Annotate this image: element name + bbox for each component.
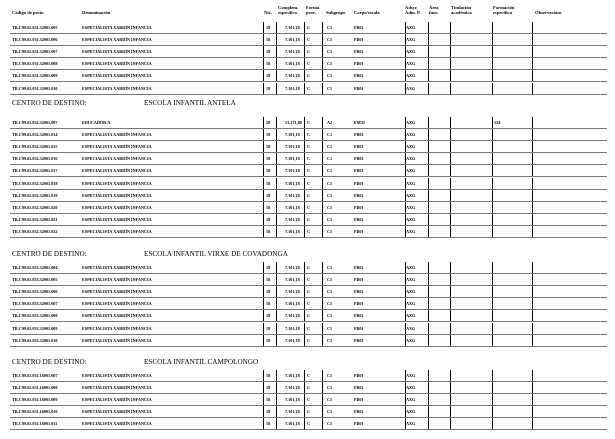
cell-denominacion: ESPECIALISTA XARDÍN INFANCIA (82, 373, 152, 378)
centro-destino-label: CENTRO DE DESTINO: (12, 99, 87, 107)
cell-forma: C (307, 25, 311, 30)
table-row (0, 46, 615, 58)
row-separator (10, 346, 607, 347)
header-titulacion: Titulación académica (451, 5, 472, 15)
cell-forma: C (307, 61, 311, 67)
cell-subgrupo: C1 (327, 168, 333, 174)
cell-nivel: 18 (266, 192, 271, 198)
cell-forma: C (307, 385, 311, 391)
cell-denominacion: ESPECIALISTA XARDÍN INFANCIA (82, 132, 152, 138)
cell-forma: C (307, 49, 311, 55)
table-row (0, 117, 615, 129)
table-row (0, 382, 615, 394)
cell-denominacion: ESPECIALISTA XARDÍN INFANCIA (82, 156, 152, 162)
cell-subgrupo: C1 (327, 49, 333, 55)
cell-adscr: AXG (406, 168, 416, 174)
cell-subgrupo: C1 (327, 180, 333, 186)
cell-codigo: TR.C99.65.031.16001.007 (12, 373, 58, 378)
cell-subgrupo: C1 (327, 192, 333, 198)
cell-denominacion: ESPECIALISTA XARDÍN INFANCIA (82, 216, 152, 222)
cell-adscr: AXG (406, 204, 416, 210)
cell-complemento: 7.101,18 (285, 37, 300, 43)
cell-subgrupo: C1 (327, 409, 333, 415)
cell-denominacion: ESPECIALISTA XARDÍN INFANCIA (82, 61, 152, 67)
cell-complemento: 13.171,88 (285, 120, 302, 125)
cell-nivel: 18 (266, 397, 271, 403)
table-row (0, 335, 615, 347)
table-row (0, 286, 615, 298)
cell-subgrupo: C1 (327, 61, 333, 67)
cell-adscr: AXG (406, 277, 416, 283)
cell-adscr: AXG (406, 144, 416, 150)
cell-denominacion: ESPECIALISTA XARDÍN INFANCIA (82, 144, 152, 150)
cell-forma: C (307, 421, 311, 427)
cell-subgrupo: C1 (327, 73, 333, 79)
cell-complemento: 7.101,18 (285, 73, 300, 79)
cell-codigo: TR.C99.65.031.16001.010 (12, 409, 58, 415)
cell-corpo: FB01 (354, 204, 364, 210)
cell-subgrupo: C1 (327, 373, 333, 378)
cell-corpo: FB01 (354, 180, 364, 186)
cell-forma: C (307, 37, 311, 43)
cell-adscr: AXG (406, 120, 416, 125)
table-row (0, 394, 615, 406)
cell-codigo: TR.C99.65.033.32001.010 (12, 337, 58, 343)
cell-corpo: FB01 (354, 265, 364, 270)
header-observaciones: Observacións (535, 10, 562, 15)
cell-denominacion: ESPECIALISTA XARDÍN INFANCIA (82, 180, 152, 186)
cell-subgrupo: C1 (327, 216, 333, 222)
cell-adscr: AXG (406, 325, 416, 331)
cell-nivel: 18 (266, 132, 271, 138)
cell-forma: C (307, 313, 311, 319)
cell-forma: C (307, 265, 311, 270)
table-row (0, 323, 615, 335)
cell-codigo: TR.C99.65.033.32001.009 (12, 325, 58, 331)
cell-forma: C (307, 337, 311, 343)
cell-nivel: 18 (266, 289, 271, 295)
cell-complemento: 7.101,18 (285, 385, 300, 391)
cell-nivel: 18 (266, 168, 271, 174)
cell-adscr: AXG (406, 73, 416, 79)
header-area: Área func. (429, 5, 439, 15)
cell-forma: C (307, 228, 311, 234)
cell-forma: C (307, 301, 311, 307)
cell-corpo: FB01 (354, 397, 364, 403)
cell-denominacion: ESPECIALISTA XARDÍN INFANCIA (82, 301, 152, 307)
cell-corpo: FB01 (354, 337, 364, 343)
cell-denominacion: ESPECIALISTA XARDÍN INFANCIA (82, 325, 152, 331)
cell-formacion: 554 (494, 120, 501, 125)
cell-nivel: 18 (266, 301, 271, 307)
table-row (0, 34, 615, 46)
cell-denominacion: ESPECIALISTA XARDÍN INFANCIA (82, 385, 152, 391)
cell-denominacion: ESPECIALISTA XARDÍN INFANCIA (82, 85, 152, 91)
cell-complemento: 7.101,18 (285, 313, 300, 319)
cell-denominacion: ESPECIALISTA XARDÍN INFANCIA (82, 49, 152, 55)
section-title (12, 250, 512, 259)
cell-codigo: TR.C99.65.033.32001.004 (12, 265, 58, 270)
cell-complemento: 7.101,18 (285, 144, 300, 150)
cell-denominacion: ESPECIALISTA XARDÍN INFANCIA (82, 73, 152, 79)
cell-adscr: AXG (406, 409, 416, 415)
cell-codigo: TR.C99.65.032.32001.019 (12, 192, 58, 198)
cell-forma: C (307, 397, 311, 403)
cell-nivel: 18 (266, 204, 271, 210)
cell-denominacion: ESPECIALISTA XARDÍN INFANCIA (82, 313, 152, 319)
cell-denominacion: ESPECIALISTA XARDÍN INFANCIA (82, 37, 152, 43)
cell-codigo: TR.C99.65.032.32001.021 (12, 216, 58, 222)
cell-subgrupo: C1 (327, 337, 333, 343)
cell-codigo: TR.C99.65.031.16001.011 (12, 421, 58, 427)
cell-forma: C (307, 409, 311, 415)
table-row (0, 141, 615, 153)
cell-adscr: AXG (406, 192, 416, 198)
cell-codigo: TR.C99.65.032.32001.016 (12, 156, 58, 162)
cell-subgrupo: C1 (327, 132, 333, 138)
cell-codigo: TR.C99.65.033.32001.008 (12, 313, 58, 319)
cell-subgrupo: C1 (327, 301, 333, 307)
cell-subgrupo: C1 (327, 277, 333, 283)
cell-denominacion: ESPECIALISTA XARDÍN INFANCIA (82, 277, 152, 283)
cell-complemento: 7.101,18 (285, 277, 300, 283)
cell-complemento: 7.101,18 (285, 325, 300, 331)
cell-denominacion: ESPECIALISTA XARDÍN INFANCIA (82, 168, 152, 174)
cell-codigo: TR.C99.65.032.32001.007 (12, 120, 58, 125)
section-title (12, 358, 512, 367)
cell-subgrupo: C1 (327, 397, 333, 403)
cell-subgrupo: C1 (327, 37, 333, 43)
cell-forma: C (307, 289, 311, 295)
cell-nivel: 18 (266, 49, 271, 55)
cell-subgrupo: C1 (327, 228, 333, 234)
header-complemento: Complem. específico (278, 5, 299, 15)
cell-complemento: 7.101,18 (285, 216, 300, 222)
cell-forma: C (307, 180, 311, 186)
table-row (0, 226, 615, 238)
cell-denominacion: ESPECIALISTA XARDÍN INFANCIA (82, 397, 152, 403)
header-formacion: Formación específica (493, 5, 515, 15)
cell-forma: C (307, 216, 311, 222)
centro-destino-name: ESCOLA INFANTIL CAMPOLONGO (144, 358, 259, 366)
cell-subgrupo: C1 (327, 25, 333, 30)
cell-nivel: 18 (266, 409, 271, 415)
cell-corpo: FB01 (354, 49, 364, 55)
cell-adscr: AXG (406, 421, 416, 427)
cell-denominacion: ESPECIALISTA XARDÍN INFANCIA (82, 421, 152, 427)
cell-adscr: AXG (406, 397, 416, 403)
cell-nivel: 18 (266, 216, 271, 222)
cell-adscr: AXG (406, 289, 416, 295)
cell-nivel: 18 (266, 373, 271, 378)
cell-codigo: TR.C99.65.033.32001.007 (12, 301, 58, 307)
cell-codigo: TR.C99.65.031.16001.009 (12, 397, 58, 403)
cell-codigo: TR.C99.65.031.32001.010 (12, 85, 58, 91)
cell-codigo: TR.C99.65.033.32001.006 (12, 289, 58, 295)
cell-corpo: FB01 (354, 289, 364, 295)
table-row (0, 83, 615, 95)
table-row (0, 406, 615, 418)
cell-nivel: 18 (266, 325, 271, 331)
cell-adscr: AXG (406, 337, 416, 343)
cell-complemento: 7.101,18 (285, 409, 300, 415)
row-separator (10, 237, 607, 238)
cell-complemento: 7.101,18 (285, 132, 300, 138)
cell-corpo: FB01 (354, 325, 364, 331)
cell-complemento: 7.101,18 (285, 301, 300, 307)
cell-forma: C (307, 132, 311, 138)
cell-corpo: FB01 (354, 85, 364, 91)
header-nivel: Nív. (264, 10, 272, 15)
cell-forma: C (307, 192, 311, 198)
cell-complemento: 7.101,18 (285, 180, 300, 186)
table-row (0, 178, 615, 190)
cell-subgrupo: C1 (327, 421, 333, 427)
cell-forma: C (307, 373, 311, 378)
centro-destino-name: ESCOLA INFANTIL ANTELA (144, 99, 236, 107)
cell-subgrupo: C1 (327, 85, 333, 91)
cell-forma: C (307, 156, 311, 162)
cell-nivel: 18 (266, 265, 271, 270)
cell-corpo: FB01 (354, 373, 364, 378)
centro-destino-name: ESCOLA INFANTIL VIRXE DE COVADONGA (144, 250, 288, 258)
cell-denominacion: EDUCADOR/A (82, 120, 111, 125)
cell-adscr: AXG (406, 61, 416, 67)
table-row (0, 190, 615, 202)
cell-corpo: FB01 (354, 409, 364, 415)
cell-codigo: TR.C99.65.031.16001.008 (12, 385, 58, 391)
cell-corpo: FB01 (354, 216, 364, 222)
cell-corpo: FB01 (354, 25, 364, 30)
cell-adscr: AXG (406, 313, 416, 319)
cell-adscr: AXG (406, 265, 416, 270)
table-row (0, 165, 615, 177)
cell-denominacion: ESPECIALISTA XARDÍN INFANCIA (82, 228, 152, 234)
cell-nivel: 18 (266, 228, 271, 234)
cell-forma: C (307, 168, 311, 174)
cell-complemento: 7.101,18 (285, 373, 300, 378)
header-codigo: Código de posto (12, 10, 44, 15)
cell-codigo: TR.C99.65.032.32001.018 (12, 180, 58, 186)
cell-complemento: 7.101,18 (285, 421, 300, 427)
cell-forma: C (307, 277, 311, 283)
row-separator (10, 429, 607, 430)
cell-adscr: AXG (406, 216, 416, 222)
cell-codigo: TR.C99.65.033.32001.005 (12, 277, 58, 283)
cell-forma: C (307, 73, 311, 79)
cell-adscr: AXG (406, 49, 416, 55)
cell-complemento: 7.101,18 (285, 85, 300, 91)
cell-adscr: AXG (406, 301, 416, 307)
cell-subgrupo: C1 (327, 144, 333, 150)
cell-nivel: 18 (266, 85, 271, 91)
cell-subgrupo: C1 (327, 325, 333, 331)
cell-complemento: 7.101,18 (285, 49, 300, 55)
cell-adscr: AXG (406, 132, 416, 138)
table-row (0, 310, 615, 322)
cell-codigo: TR.C99.65.031.32001.007 (12, 49, 58, 55)
cell-corpo: EM32 (354, 120, 365, 125)
cell-nivel: 18 (266, 277, 271, 283)
cell-corpo: FB01 (354, 156, 364, 162)
cell-adscr: AXG (406, 156, 416, 162)
cell-codigo: TR.C99.65.032.32001.022 (12, 228, 58, 234)
cell-codigo: TR.C99.65.032.32001.020 (12, 204, 58, 210)
cell-codigo: TR.C99.65.032.32001.014 (12, 132, 58, 138)
header-corpo: Corpo/escala (354, 10, 380, 15)
cell-codigo: TR.C99.65.031.32001.009 (12, 73, 58, 79)
cell-denominacion: ESPECIALISTA XARDÍN INFANCIA (82, 25, 152, 30)
table-row (0, 418, 615, 430)
cell-complemento: 7.101,18 (285, 25, 300, 30)
cell-forma: C (307, 85, 311, 91)
cell-nivel: 18 (266, 385, 271, 391)
cell-subgrupo: C1 (327, 204, 333, 210)
cell-complemento: 7.101,18 (285, 265, 300, 270)
cell-corpo: FB01 (354, 192, 364, 198)
cell-codigo: TR.C99.65.031.32001.005 (12, 25, 58, 30)
cell-complemento: 7.101,18 (285, 337, 300, 343)
centro-destino-label: CENTRO DE DESTINO: (12, 358, 87, 366)
cell-adscr: AXG (406, 228, 416, 234)
cell-codigo: TR.C99.65.032.32001.017 (12, 168, 58, 174)
cell-denominacion: ESPECIALISTA XARDÍN INFANCIA (82, 337, 152, 343)
cell-subgrupo: C1 (327, 289, 333, 295)
cell-adscr: AXG (406, 373, 416, 378)
centro-destino-label: CENTRO DE DESTINO: (12, 250, 87, 258)
cell-complemento: 7.101,18 (285, 289, 300, 295)
cell-denominacion: ESPECIALISTA XARDÍN INFANCIA (82, 289, 152, 295)
table-row (0, 129, 615, 141)
table-row (0, 58, 615, 70)
table-row (0, 262, 615, 274)
cell-adscr: AXG (406, 25, 416, 30)
cell-complemento: 7.101,18 (285, 61, 300, 67)
cell-corpo: FB01 (354, 37, 364, 43)
cell-subgrupo: C1 (327, 313, 333, 319)
header-denominacion: Denominación (82, 10, 111, 15)
table-row (0, 202, 615, 214)
cell-codigo: TR.C99.65.032.32001.015 (12, 144, 58, 150)
cell-adscr: AXG (406, 180, 416, 186)
cell-subgrupo: A2 (327, 120, 333, 125)
cell-adscr: AXG (406, 37, 416, 43)
cell-denominacion: ESPECIALISTA XARDÍN INFANCIA (82, 409, 152, 415)
cell-corpo: FB01 (354, 277, 364, 283)
cell-corpo: FB01 (354, 168, 364, 174)
header-adscr: Adscr. Adm. P. (405, 5, 421, 15)
cell-subgrupo: C1 (327, 265, 333, 270)
cell-complemento: 7.101,18 (285, 204, 300, 210)
cell-complemento: 7.101,18 (285, 228, 300, 234)
cell-codigo: TR.C99.65.031.32001.006 (12, 37, 58, 43)
cell-nivel: 18 (266, 61, 271, 67)
cell-corpo: FB01 (354, 132, 364, 138)
cell-adscr: AXG (406, 385, 416, 391)
cell-corpo: FB01 (354, 73, 364, 79)
cell-forma: C (307, 325, 311, 331)
table-row (0, 370, 615, 382)
cell-complemento: 7.101,18 (285, 192, 300, 198)
row-separator (10, 94, 607, 95)
cell-corpo: FB01 (354, 421, 364, 427)
table-row (0, 70, 615, 82)
cell-adscr: AXG (406, 85, 416, 91)
table-row (0, 274, 615, 286)
cell-nivel: 18 (266, 144, 271, 150)
cell-nivel: 18 (266, 37, 271, 43)
cell-corpo: FB01 (354, 301, 364, 307)
cell-denominacion: ESPECIALISTA XARDÍN INFANCIA (82, 192, 152, 198)
section-title (12, 99, 512, 108)
cell-subgrupo: C1 (327, 156, 333, 162)
header-subgrupo: Subgrupo (326, 10, 346, 15)
cell-complemento: 7.101,18 (285, 397, 300, 403)
cell-nivel: 18 (266, 337, 271, 343)
table-row (0, 22, 615, 34)
cell-nivel: 18 (266, 421, 271, 427)
cell-nivel: 20 (266, 120, 271, 125)
cell-nivel: 18 (266, 313, 271, 319)
cell-forma: C (307, 144, 311, 150)
cell-corpo: FB01 (354, 144, 364, 150)
table-row (0, 153, 615, 165)
cell-corpo: FB01 (354, 385, 364, 391)
cell-denominacion: ESPECIALISTA XARDÍN INFANCIA (82, 204, 152, 210)
cell-corpo: FB01 (354, 228, 364, 234)
table-row (0, 298, 615, 310)
cell-nivel: 18 (266, 25, 271, 30)
table-row (0, 214, 615, 226)
cell-codigo: TR.C99.65.031.32001.008 (12, 61, 58, 67)
cell-complemento: 7.101,18 (285, 156, 300, 162)
cell-nivel: 18 (266, 73, 271, 79)
cell-complemento: 7.101,18 (285, 168, 300, 174)
cell-nivel: 18 (266, 180, 271, 186)
table-header (0, 4, 615, 22)
cell-forma: C (307, 120, 311, 125)
cell-corpo: FB01 (354, 61, 364, 67)
cell-subgrupo: C1 (327, 385, 333, 391)
cell-forma: C (307, 204, 311, 210)
cell-denominacion: ESPECIALISTA XARDÍN INFANCIA (82, 265, 152, 270)
header-forma: Forma prov. (306, 5, 320, 15)
cell-nivel: 18 (266, 156, 271, 162)
cell-corpo: FB01 (354, 313, 364, 319)
